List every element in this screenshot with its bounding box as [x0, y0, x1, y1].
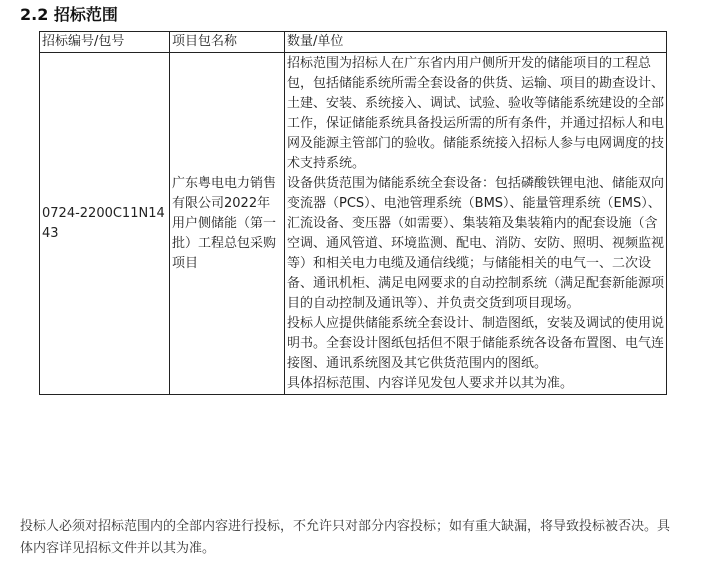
package-name-cell: 广东粤电电力销售有限公司2022年用户侧储能（第一批）工程总包采购项目 — [170, 53, 285, 395]
quantity-cell — [285, 53, 667, 395]
table-header-row — [40, 32, 667, 53]
scope-paragraph-reference: 具体招标范围、内容详见发包人要求并以其为准。 — [287, 376, 574, 391]
bid-scope-table — [39, 31, 667, 395]
section-heading — [20, 5, 118, 25]
table-row — [40, 53, 667, 395]
header-package-name: 项目包名称 — [170, 32, 285, 53]
header-quantity-unit: 数量/单位 — [285, 32, 667, 53]
section-number: 2.2 — [20, 5, 49, 24]
cropped-previous-line — [40, 0, 440, 1]
scope-paragraph-general: 招标范围为招标人在广东省内用户侧所开发的储能项目的工程总包，包括储能系统所需全套设备的供货、运输、项目的勘查设计、土建、安装、系统接入、调试、试验、验收等储能系统建设的全部工作，保证储能系统具备投运所需的所有条件，并通过招标人和电网及能源主管部门的验收。储能系统接入招标人参与电网调度的技术支持系统。 — [287, 56, 665, 171]
bid-number-cell: 0724-2200C11N1443 — [40, 53, 170, 395]
scope-paragraph-equipment: 设备供货范围为储能系统全套设备：包括磷酸铁锂电池、储能双向变流器（PCS）、电池管理系统（BMS）、能量管理系统（EMS）、汇流设备、变压器（如需要）、集装箱及集装箱内的配套设施（含空调、通风管道、环境监测、配电、消防、安防、照明、视频监视等）和相关电力电缆及通信线缆；与储能相关的电气一、二次设备、通讯机柜、满足电网要求的自动控制系统（满足配套新能源项目的自动控制及通讯等）、并负责交货到项目现场。 — [287, 176, 665, 311]
scope-paragraph-drawings: 投标人应提供储能系统全套设计、制造图纸，安装及调试的使用说明书。全套设计图纸包括但不限于储能系统各设备布置图、电气连接图、通讯系统图及其它供货范围内的图纸。 — [287, 316, 665, 371]
section-title: 招标范围 — [53, 5, 118, 24]
bidding-note: 投标人必须对招标范围内的全部内容进行投标，不允许只对部分内容投标；如有重大缺漏，将导致投标被否决。具体内容详见招标文件并以其为准。 — [20, 519, 671, 556]
header-bid-number: 招标编号/包号 — [40, 32, 170, 53]
